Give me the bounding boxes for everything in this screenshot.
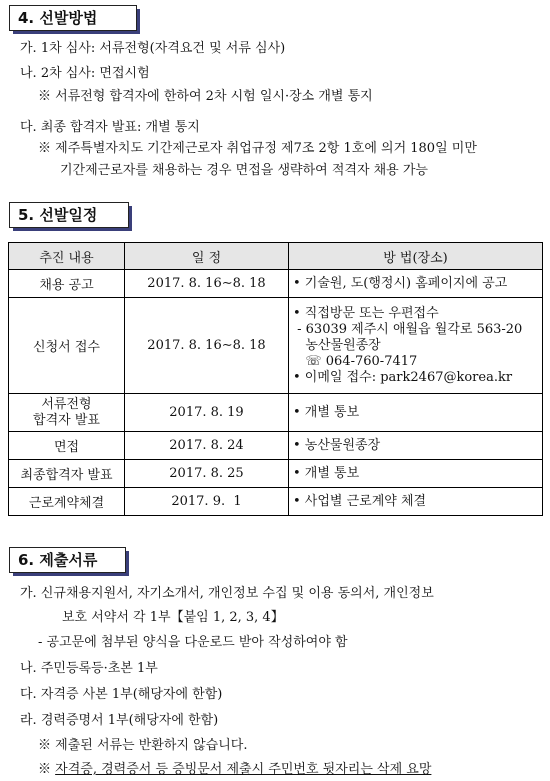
table-row bbox=[9, 394, 543, 432]
documents-item-1-cont: 보호 서약서 각 1부【붙임 1, 2, 3, 4】 bbox=[62, 610, 284, 625]
section-6-heading bbox=[9, 546, 126, 573]
selection-note-2-cont: 기간제근로자를 채용하는 경우 면접을 생략하여 적격자 채용 가능 bbox=[60, 163, 428, 178]
row-method bbox=[289, 298, 543, 394]
method-line: • 직접방문 또는 우편접수 bbox=[293, 305, 439, 321]
selection-note-2: ※ 제주특별자치도 기간제근로자 취업규정 제7조 2항 1호에 의거 180일 미만 bbox=[38, 141, 477, 156]
note-underlined-text: 자격증, 경력증서 등 증빙문서 제출시 주민번호 뒷자리는 삭제 요망 bbox=[55, 762, 432, 777]
table-row bbox=[9, 298, 543, 394]
method-line: • 개별 통보 bbox=[293, 465, 360, 481]
email-line: • 이메일 접수: park2467@korea.kr bbox=[293, 369, 513, 385]
note-marker: ※ bbox=[38, 762, 56, 777]
row-date: 2017. 8. 16∼8. 18 bbox=[125, 270, 289, 298]
selection-note-1: ※ 서류전형 합격자에 한하여 2차 시험 일시·장소 개별 통지 bbox=[38, 89, 373, 104]
row-method bbox=[289, 460, 543, 488]
row-task: 채용 공고 bbox=[9, 270, 125, 298]
row-method bbox=[289, 488, 543, 516]
row-date: 2017. 8. 16∼8. 18 bbox=[125, 298, 289, 394]
header-task: 추진 내용 bbox=[9, 243, 125, 270]
method-line: - 63039 제주시 애월읍 월각로 563-20 bbox=[293, 321, 523, 337]
table-header-row bbox=[9, 243, 543, 270]
row-method bbox=[289, 394, 543, 432]
selection-item-2: 나. 2차 심사: 면접시험 bbox=[20, 66, 150, 81]
row-date: 2017. 8. 25 bbox=[125, 460, 289, 488]
method-line: • 사업별 근로계약 체결 bbox=[293, 493, 427, 509]
row-date: 2017. 9. 1 bbox=[125, 488, 289, 516]
selection-item-1: 가. 1차 심사: 서류전형(자격요건 및 서류 심사) bbox=[20, 41, 286, 56]
section-5-title: 5. 선발일정 bbox=[9, 202, 129, 228]
method-line: • 기술원, 도(행정시) 홈페이지에 공고 bbox=[293, 275, 508, 291]
documents-item-4: 라. 경력증명서 1부(해당자에 한함) bbox=[20, 713, 219, 728]
row-task: 근로계약체결 bbox=[9, 488, 125, 516]
documents-note-form: - 공고문에 첨부된 양식을 다운로드 받아 작성하여야 함 bbox=[38, 635, 348, 650]
method-line: 농산물원종장 bbox=[293, 337, 381, 353]
method-line: • 농산물원종장 bbox=[293, 437, 381, 453]
section-6-title: 6. 제출서류 bbox=[9, 547, 126, 573]
table-row bbox=[9, 460, 543, 488]
section-5-heading bbox=[9, 201, 129, 228]
documents-item-1: 가. 신규채용지원서, 자기소개서, 개인정보 수집 및 이용 동의서, 개인정보 bbox=[20, 586, 434, 601]
documents-item-3: 다. 자격증 사본 1부(해당자에 한함) bbox=[20, 687, 223, 702]
schedule-table bbox=[8, 242, 543, 516]
section-4-title: 4. 선발방법 bbox=[9, 5, 137, 31]
documents-item-2: 나. 주민등록등·초본 1부 bbox=[20, 661, 158, 676]
documents-note-id bbox=[38, 761, 431, 778]
row-date: 2017. 8. 24 bbox=[125, 432, 289, 460]
row-method bbox=[289, 432, 543, 460]
row-task: 면접 bbox=[9, 432, 125, 460]
row-task: 신청서 접수 bbox=[9, 298, 125, 394]
table-row bbox=[9, 488, 543, 516]
row-task: 최종합격자 발표 bbox=[9, 460, 125, 488]
documents-note-return: ※ 제출된 서류는 반환하지 않습니다. bbox=[38, 738, 248, 753]
row-task: 서류전형 합격자 발표 bbox=[9, 394, 125, 432]
row-method bbox=[289, 270, 543, 298]
selection-item-3: 다. 최종 합격자 발표: 개별 통지 bbox=[20, 120, 200, 135]
header-date: 일 정 bbox=[125, 243, 289, 270]
header-method: 방 법(장소) bbox=[289, 243, 543, 270]
section-4-heading bbox=[9, 4, 137, 31]
phone-line: ☏ 064-760-7417 bbox=[293, 353, 418, 369]
table-row bbox=[9, 270, 543, 298]
table-row bbox=[9, 432, 543, 460]
method-line: • 개별 통보 bbox=[293, 404, 360, 420]
row-date: 2017. 8. 19 bbox=[125, 394, 289, 432]
